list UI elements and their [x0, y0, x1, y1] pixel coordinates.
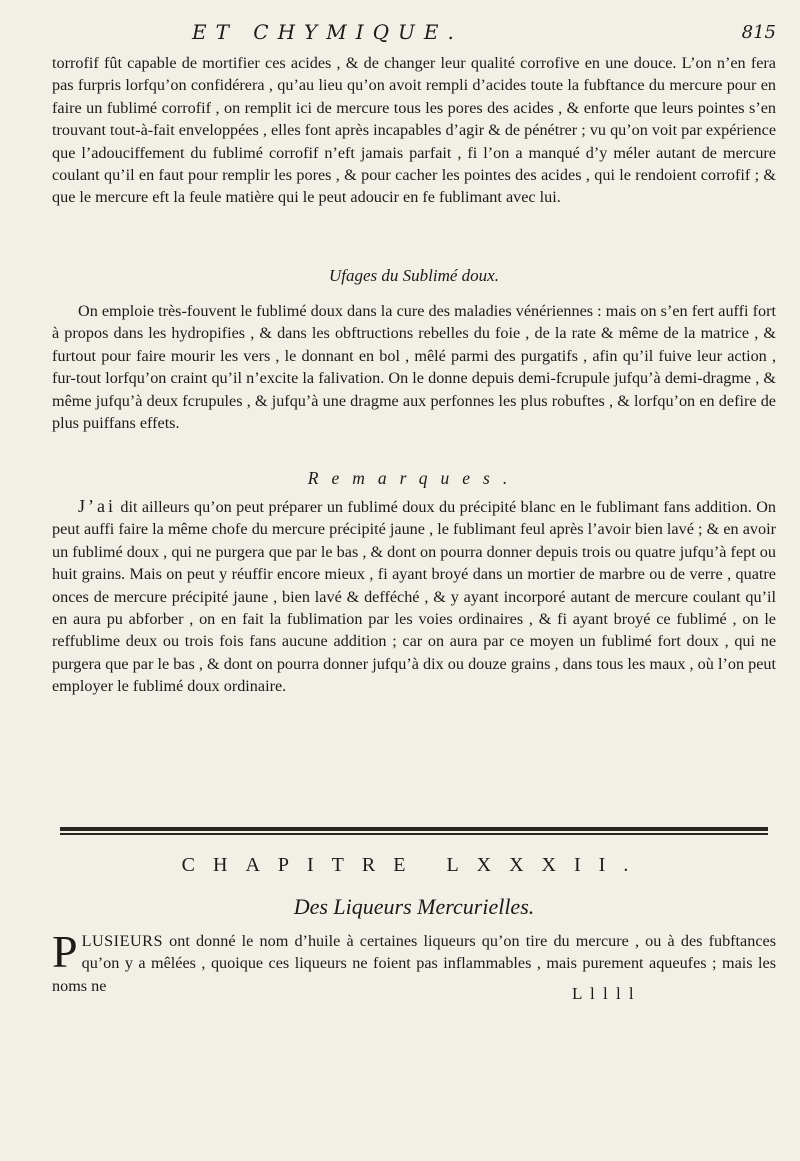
section-heading-remarques: Remarques. — [307, 468, 521, 488]
paragraph-chapter-opening-text: ont donné le nom d’huile à certaines liqueurs qu’on tire du mercure , ou à des fubftances qu’on y a mêlées , quoique ces liqueurs ne foient pas inflammables , mais purement aqueufes ; mais les noms ne — [52, 932, 777, 995]
page-number: 815 — [741, 22, 776, 43]
chapter-title: Des Liqueurs Mercurielles. — [293, 894, 535, 919]
rule-thick-line — [60, 827, 768, 831]
running-title: ET CHYMIQUE. — [192, 20, 463, 44]
paragraph-lead-word: J’ai — [78, 496, 116, 516]
paragraph-chapter-opening — [52, 926, 777, 997]
chapter-label: CHAPITRE LXXXII. — [181, 854, 647, 876]
book-page — [52, 0, 776, 1161]
section-heading-usages: Ufages du Sublimé doux. — [329, 266, 499, 285]
running-head — [52, 20, 776, 48]
initial-letter: P — [52, 926, 78, 977]
paragraph-continuation: torrofif fût capable de mortifier ces acides , & de changer leur qualité corrofive en une douce. L’on n’en fera pas furpris lorfqu’on confidérera , qu’au lieu qu’on avoit rempli d’acides toute la fubftance du mercure pour en faire un fublimé corrofif , on remplit ici de mercure tous les pores des acides , & enforte que leurs pointes s’en trouvant tout-à-fait enveloppées , elles font après incapables d’agir & de pénétrer ; vu qu’on voit par expérience que l’adouciffement du fublimé corrofif n’eft jamais parfait , fi l’on a manqué d’y méler autant de mercure coulant qu’il en faut pour remplir les pores , & pour cacher les pointes des acides , qui le rendoient corrofif ; & que le mercure eft la feule matière qui le peut adoucir en fe fublimant avec lui. — [52, 54, 776, 207]
opening-caps-word: LUSIEURS — [81, 932, 163, 950]
paragraph-remarques — [52, 495, 776, 698]
signature-mark: L l l l l — [572, 984, 636, 1003]
ornamental-rule — [60, 827, 768, 835]
paragraph-usages: On emploie très-fouvent le fublimé doux dans la cure des maladies vénériennes : mais on s’en fert auffi fort à propos dans les hydropifies , & dans les obftructions rebelles du foie , de la rate & même de la matrice , & furtout pour faire mourir les vers , le donnant en bol , mêlé parmi des purgatifs , afin qu’il fuive leur action , fur-tout lorfqu’on craint qu’il n’excite la falivation. On le donne depuis demi-fcrupule jufqu’à demi-dragme , & même jufqu’à deux fcrupules , & jufqu’à une dragme aux perfonnes les plus robuftes , & lorfqu’on en defire de plus puiffans effets. — [52, 302, 776, 433]
rule-thin-line — [60, 833, 768, 835]
paragraph-remarques-text: dit ailleurs qu’on peut préparer un fublimé doux du précipité blanc en le fublimant fans addition. On peut auffi faire la même chofe du mercure précipité jaune , le fublimant feul après l’avoir bien lavé ; & en avoir un fublimé doux , qui ne purgera que par le bas , & dont on pourra donner depuis trois ou quatre jufqu’à fept ou huit grains. Mais on peut y réuffir encore mieux , fi ayant broyé dans un mortier de marbre ou de verre , quatre onces de mercure précipité jaune , bien lavé & defféché , & y ayant incorporé autant de mercure coulant qu’il en aura pu abforber , on en fait la fublimation par les voies ordinaires , & fi ayant broyé ce fublimé , on le reffublime deux ou trois fois fans aucune addition ; car on aura par ce moyen un fublimé fort doux , qui ne purgera que par le bas , & dont on pourra donner jufqu’à dix ou douze grains , dans tous les maux , où l’on peut employer le fublimé doux ordinaire. — [52, 498, 776, 696]
